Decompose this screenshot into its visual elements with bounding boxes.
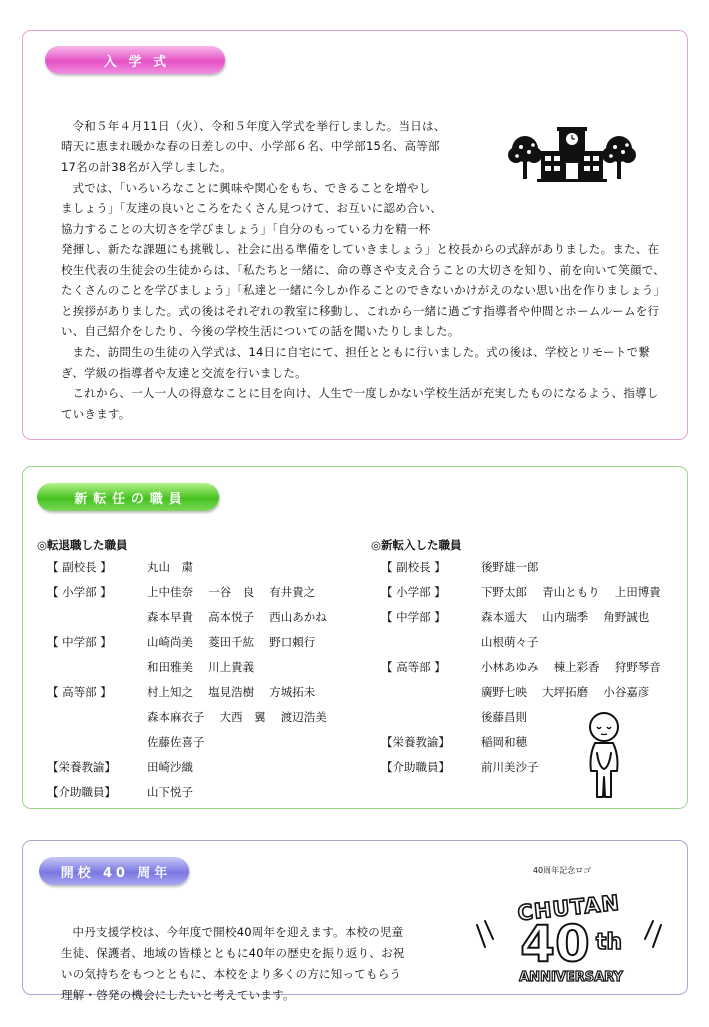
new-staff-row: 【 中学部 】 森本遥大 山内瑞季 角野誠也	[381, 610, 650, 624]
entrance-paragraph-3: また、訪問生の生徒の入学式は、14日に自宅にて、担任とともに行いました。式の後は、学校とリモートで繋ぎ、学級の指導者や友達と交流を行いました。	[61, 345, 650, 380]
departed-staff-row: 【 高等部 】 村上知之 塩見浩樹 方城拓未	[47, 685, 316, 699]
anniversary-paragraph: 中丹支援学校は、今年度で開校40周年を迎えます。本校の児童 生徒、保護者、地域の皆様とともに40年の歴史を振り返り、お祝 いの気持ちをもつとともに、本校をより多くの方に知ってもらう 理解・啓発の機会にしたいと考えています。	[61, 925, 405, 1002]
departed-staff-row: 【 中学部 】 山崎尚美 菱田千紘 野口頼行	[47, 635, 316, 649]
anniversary-logo	[471, 881, 667, 989]
bowing-person-icon	[583, 711, 625, 803]
new-staff-row: 山根萌々子	[481, 635, 539, 649]
departed-staff-row: 佐藤佐喜子	[147, 735, 205, 749]
school-building-icon	[507, 121, 637, 187]
staff-heading: 新転任の職員	[37, 483, 219, 511]
entrance-paragraph-1: 令和５年４月11日（火）、令和５年度入学式を挙行しました。当日は、 晴天に恵まれ暖かな春の日差しの中、小学部６名、中学部15名、高等部 17名の計38名が入学しました。	[61, 118, 446, 174]
logo-bottom-text: ANNIVERSARY	[519, 970, 623, 985]
logo-suffix: th	[595, 930, 623, 955]
departed-staff-row: 【 小学部 】 上中佳奈 一谷 良 有井貴之	[47, 585, 316, 599]
departed-staff-row: 和田雅美 川上貴義	[147, 660, 255, 674]
new-staff-row: 【栄養教諭】 稲岡和穂	[381, 735, 527, 749]
new-staff-title: ◎新転入した職員	[371, 538, 462, 552]
new-staff-row: 【 副校長 】 後野雄一郎	[381, 560, 539, 574]
departed-staff-title: ◎転退職した職員	[37, 538, 128, 552]
staff-changes-section	[22, 466, 688, 809]
entrance-ceremony-section	[22, 30, 688, 440]
logo-top-text: CHUTAN	[516, 890, 621, 926]
entrance-heading: 入学式	[45, 46, 225, 74]
departed-staff-row: 【介助職員】 山下悦子	[47, 785, 193, 799]
new-staff-row: 【 高等部 】 小林あゆみ 棟上彩香 狩野琴音	[381, 660, 661, 674]
logo-caption: 40周年記念ロゴ	[532, 866, 592, 875]
entrance-paragraph-2: 式では、「いろいろなことに興味や関心をもち、できることを増やし ましょう」「友達の良いところをたくさん見つけて、お互いに認め合い、 協力することの大切さを学びましょう」「自分のもっている力を精一杯 発揮し、新たな課題にも挑戦し、社会に出る準備をしていきましょう」と校長からの式辞がありました。また、在校生代表の生徒会の生徒からは、「私たちと一緒に、命の尊さや支え合うことの大切さを知り、前を向いて笑顔で、たくさんのことを学びましょう」「私達と一緒に今しか作ることのできないかけがえのない思い出を作りましょう」と挨拶がありました。式の後はそれぞれの教室に移動し、これから一緒に過ごす指導者や仲間とホームルームを行い、自己紹介をしたり、今後の学校生活についての話を聞いたりしました。	[61, 180, 665, 338]
departed-staff-row: 【栄養教諭】 田崎沙織	[47, 760, 193, 774]
anniversary-heading: 開校 40 周年	[39, 857, 189, 885]
new-staff-row: 後藤昌則	[481, 710, 527, 724]
new-staff-row: 【 小学部 】 下野太郎 青山ともり 上田博貴	[381, 585, 661, 599]
departed-staff-row: 森本麻衣子 大西 翼 渡辺浩美	[147, 710, 327, 724]
anniversary-section	[22, 840, 688, 1002]
departed-staff-row: 森本早貴 高本悦子 西山あかね	[147, 610, 327, 624]
new-staff-row: 廣野七映 大坪拓磨 小谷嘉彦	[481, 685, 650, 699]
entrance-paragraph-4: これから、一人一人の得意なことに目を向け、人生で一度しかない学校生活が充実したものになるよう、指導していきます。	[61, 386, 659, 421]
departed-staff-row: 【 副校長 】 丸山 粛	[47, 560, 193, 574]
new-staff-row: 【介助職員】 前川美沙子	[381, 760, 539, 774]
logo-number: 40	[520, 915, 590, 973]
